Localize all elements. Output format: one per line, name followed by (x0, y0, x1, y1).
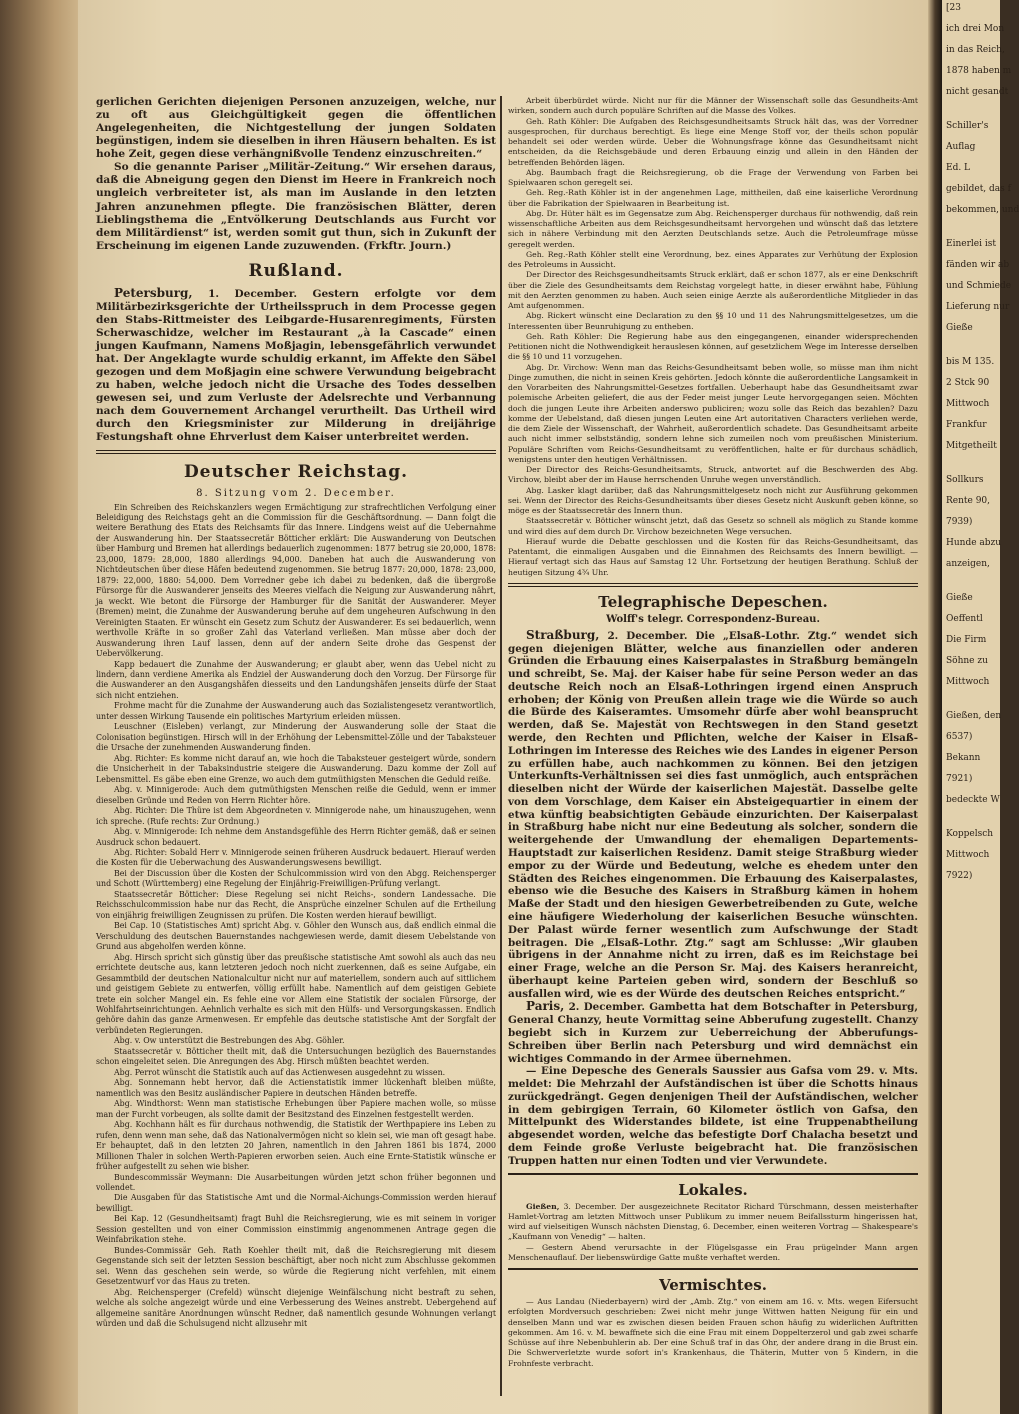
reichstag-paragraph: Abg. Perrot wünscht die Statistik auch auf das Actienwesen ausgedehnt zu wissen. (114, 1067, 446, 1077)
next-page-line: Auflag (946, 142, 976, 152)
next-page-line: 7922) (946, 871, 973, 881)
reichstag-paragraph: Abg. v. Minnigerode: Auch dem gutmüthigsten Menschen reiße die Geduld, wenn er immer dieselben Gründe und Reden von Herrn Richter höre. (96, 785, 496, 805)
right-column (508, 96, 918, 1369)
gafsa-article: — Eine Depesche des Generals Saussier aus Gafsa vom 29. v. Mts. meldet: Die Mehrzahl der Aufständischen ist über die Schotts hinaus zurückgedrängt. Gegen denjenigen Theil der Aufständischen, welcher in dem gebirgigen Terrain, 60 Kilometer östlich von Gafsa, den Mittelpunkt des Widerstandes bildete, ist eine Truppenabtheilung abgesendet worden, welche das befestigte Dorf Chalacha besetzt und dem Feinde große Verluste beigebracht hat. Die französischen Truppen hatten nur einen Todten und vier Verwundete. (508, 1065, 918, 1167)
reichstag-paragraph: Kapp bedauert die Zunahme der Auswanderung; er glaubt aber, wenn das Uebel nicht zu lindern, dann verdiene Amerika als Endziel der Auswanderung doch den Vorzug. Der Fürsorge für die Auswanderer an den Ausgangshäfen diesseits und den Landungshäfen jenseits dürfe der Staat sich nicht entziehen. (96, 659, 496, 700)
next-page-line: Gießen, den (946, 711, 1002, 721)
separator (508, 1173, 918, 1175)
place-petersburg: Petersburg, (114, 285, 193, 300)
next-page-line: fänden wir ab (946, 260, 1010, 270)
next-page-line: Mittwoch (946, 399, 990, 409)
reichstag-paragraph: Abg. Hirsch spricht sich günstig über das preußische statistische Amt sowohl als auch das neu errichtete deutsche aus, kann letzteren jedoch noch nicht zuerkennen, daß es seine Aufgabe, ein Gesammtbild der deutschen Nationalcultur nicht nur auf materiellem, sondern auch auf sittlichem und geistigem Gebiete zu entwerfen, völlig erfüllt habe. Namentlich auf dem geistigen Gebiete trete ein solcher Mangel ein. Es fehle eine vor Allem eine Statistik der socialen Fürsorge, der Wohlfahrtseinrichtungen. Aehnlich verhalte es sich mit den Hülfs- und Versorgungskassen. Endlich gehöre dahin das ganze Armenwesen. Er empfehle das deutsche statistische Amt der Sorgfalt der verbündeten Regierungen. (96, 952, 496, 1035)
reichstag-heading: Deutscher Reichstag. (183, 461, 409, 482)
reichstag-paragraph: Abg. Rickert wünscht eine Declaration zu den §§ 10 und 11 des Nahrungsmittelgesetzes, um die Interessenten über Beunruhigung zu entheben. (508, 311, 918, 331)
next-page-line: Bekann (946, 753, 981, 763)
reichstag-paragraph: Leuschner (Eisleben) verlangt, zur Minderung der Auswanderung solle der Staat die Colonisation begünstigen. Hirsch will in der Erhöhung der Lebensmittel-Zölle und der Tabaksteuer die Ursache der zunehmenden Auswanderung finden. (96, 722, 496, 753)
next-page-line: in das Reich, (946, 45, 1005, 55)
reichstag-paragraph: Abg. Richter: Es komme nicht darauf an, wie hoch die Tabaksteuer gesteigert würde, sondern die Unsicherheit in der Tabaksindustrie steigere die Auswanderung. Dazu komme der Zoll auf Lebensmittel. Es gäbe eben eine Grenze, wo auch dem gutmüthigsten Menschen die Geduld reiße. (96, 753, 496, 784)
next-page-line: Gieße (946, 593, 973, 603)
reichstag-paragraph: Staatssecretär v. Bötticher theilt mit, daß die Untersuchungen bezüglich des Bauernstandes schon eingeleitet seien. Die Anregungen des Abg. Hirsch müßten beachtet werden. (96, 1046, 496, 1067)
intro-paragraph: gerlichen Gerichten diejenigen Personen anzuzeigen, welche, nur zu oft aus Gleichgültigkeit gegen die öffentlichen Angelegenheiten, die Nichtgestellung der jungen Soldaten begünstigen, indem sie dieselben in ihren Häusern behalten. Es ist hohe Zeit, gegen diese verhängnißvolle Tendenz einzuschreiten.“ (96, 96, 496, 161)
column-divider (500, 96, 502, 1396)
reichstag-paragraph: Abg. Sonnemann hebt hervor, daß die Actienstatistik immer lückenhaft bleiben müßte, namentlich was den Besitz ausländischer Papiere in deutschen Händen betreffe. (96, 1078, 496, 1098)
next-page-line: 1878 haben m (946, 66, 1012, 76)
strassburg-article (508, 629, 918, 1001)
next-page-line: Die Firm (946, 635, 987, 645)
reichstag-paragraph: Geh. Rath Köhler: Die Aufgaben des Reichsgesundheitsamts Struck hält das, was der Vorredner ausgesprochen, für durchaus berechtigt. Es liege eine Menge Stoff vor, der theils schon populär behandelt sei oder werden würde. Ueber die Wohnungsfrage könne das Gesundheitsamt nicht entscheiden, da die Reichsgebäude und deren Erbauung einzig und allein in den Händen der betreffenden Behörden lägen. (508, 116, 918, 167)
reichstag-paragraph: Abg. Richter: Sobald Herr v. Minnigerode seinen früheren Ausdruck bedauert. Hierauf werden die Kosten für die Ueberwachung des Auswanderungswesens bewilligt. (96, 847, 496, 868)
giessen-article-2: — Gestern Abend verursachte in der Flügelsgasse ein Frau prügelnder Mann argen Menschenauflauf. Der liebenswürdige Gatte mußte verhaftet werden. (508, 1242, 918, 1262)
next-page-fragment (942, 0, 1019, 1414)
reichstag-paragraph: Hierauf wurde die Debatte geschlossen und die Kosten für das Reichs-Gesundheitsamt, das Patentamt, die einmaligen Ausgaben und die Einnahmen des Reichsamts des Innern bewilligt. — Hierauf vertagt sich das Haus auf Samstag 12 Uhr. Fortsetzung der heutigen Berathung. Schluß der heutigen Sitzung 4¾ Uhr. (508, 536, 918, 577)
reichstag-paragraph: Der Director des Reichs-Gesundheitsamts, Struck, antwortet auf die Beschwerden des Abg. Virchow, bleibt aber der im Hause herrschenden Unruhe wegen unverständlich. (508, 465, 918, 485)
reichstag-paragraph: Der Director des Reichsgesundheitsamts Struck erklärt, daß er schon 1877, als er eine Denkschrift über die Ziele des Gesundheitsamts dem Reichstag vorgelegt hatte, in dieser erwähnt habe, Fühlung mit den Aerzten genommen zu haben. Auch seien einige Aerzte als außerordentliche Mitglieder in das Amt aufgenommen. (508, 270, 918, 310)
reichstag-paragraph: Abg. Dr. Hüter hält es im Gegensatze zum Abg. Reichensperger durchaus für nothwendig, daß rein wissenschaftliche Arbeiten aus dem Reichsgesundheitsamt hervorgehen und wünscht daß das letztere sich in nähere Verbindung mit den Aerzten Deutschlands setze. Auch die Petroleumfrage müsse geregelt werden. (508, 208, 918, 249)
paris-article (508, 1000, 918, 1065)
reichstag-paragraph: Abg. Baumbach fragt die Reichsregierung, ob die Frage der Verwendung von Farben bei Spielwaaren schon geregelt sei. (508, 167, 918, 187)
next-page-line: Mitgetheilt (946, 441, 997, 451)
next-page-line: Frankfur (946, 420, 987, 430)
next-page-line: Lieferung nur (946, 302, 1010, 312)
vermischtes-article: — Aus Landau (Niederbayern) wird der „Amb. Ztg.“ von einem am 16. v. Mts. wegen Eifersucht erfolgten Mordversuch geschrieben: Zwei nicht mehr junge Wittwen hatten Neigung für ein und denselben Mann und war es zwischen diesen beiden Frauen schon häufig zu widerlichen Auftritten gekommen. Am 16. v. M. bewaffnete sich die eine Frau mit einem Doppelterzerol und gab zwei scharfe Schüsse auf ihre Nebenbuhlerin ab. Der eine Schuß traf in das Ohr, der andere drang in die Brust ein. Die Schwerverletzte wurde sofort in's Krankenhaus, die Thäterin, Mutter von 5 Kindern, in die Frohnfeste verbracht. (508, 1297, 918, 1368)
giessen-article (508, 1202, 918, 1243)
book-edge (0, 0, 78, 1414)
next-page-line: 7939) (946, 517, 973, 527)
place-giessen: Gießen, (526, 1201, 560, 1211)
separator (96, 450, 496, 454)
telegraph-heading: Telegraphische Depeschen. (598, 592, 828, 611)
reichstag-subheading: 8. Sitzung vom 2. December. (196, 487, 396, 499)
lokales-heading: Lokales. (678, 1180, 748, 1199)
reichstag-paragraph: Bei der Discussion über die Kosten der Schulcommission wird von den Abgg. Reichensperger und Schott (Württemberg) eine Regelung der Einjährig-Freiwilligen-Prüfung verlangt. (96, 868, 496, 889)
reichstag-paragraph: Abg. Dr. Virchow: Wenn man das Reichs-Gesundheitsamt beben wolle, so müsse man ihm nicht Dinge zumuthen, die nicht in seinen Kreis gehörten. Jedoch könnte die außerordentliche Langsamkeit in den Vorarbeiten des Nahrungsmittel-Gesetzes fortfallen. Ueberhaupt habe das Gesundheitsamt zwar polemische Arbeiten geliefert, die aus der Feder meist junger Leute hervorgegangen seien. Möchten doch die jungen Leute ihre Arbeiten anderswo publiciren; wozu solle das Reich das bezahlen? Dazu komme der Uebelstand, daß diesen jungen Leuten eine Art autoritativen Characters verliehen werde, die dem Ziele der Wissenschaft, der Wahrheit, außerordentlich schadete. Das Gesundheitsamt arbeite auch nicht immer selbstständig, sondern lehne sich zumeilen noch vom preußischen Ministerium. Populäre Schriften vom Reichs-Gesundheitsamt zu veröffentlichen, halte er für durchaus schädlich, wenigstens unter den heutigen Verhältnissen. (508, 362, 918, 464)
next-page-line: ich drei Mon (946, 24, 1005, 34)
next-page-line: Gieße (946, 323, 973, 333)
reichstag-paragraph: Ein Schreiben des Reichskanzlers wegen Ermächtigung zur strafrechtlichen Verfolgung einer Beleidigung des Reichstags geht an die Commission für die Geschäftsordnung. — Dann folgt die weitere Berathung des Etats des Reichsamts für das Innere. Lindgens weist auf die Uebernahme der Auswanderung hin. Der Staatssecretär Bötticher erklärt: Die Auswanderung von Deutschen über Hamburg und Bremen hat allerdings bedauerlich zugenommen: 1877 betrug sie 20,000, 1878: 23,000, 1879: 28,000, 1880 allerdings 94,000. Daneben hat auch die Auswanderung von Nichtdeutschen über diese Häfen bedeutend zugenommen. Sie betrug 1877: 20,000, 1878: 23,000, 1879: 22,000, 1880: 54,000. Dem Vorredner gebe ich dabei zu bedenken, daß die übergroße Fürsorge für die Auswanderer jenseits des Meeres vielfach die Neigung zur Auswanderung nährt, ja weckt. Wie betont die Fürsorge der Hamburger für die Sanität der Auswanderer. Meyer (Bremen) meint, die Zunahme der Auswanderung beruhe auf dem ungeheuren Aufschwung in den Vereinigten Staaten. Er wünscht ein Gesetz zum Schutz der Auswanderer. Es sei bedauerlich, wenn werthvolle Kräfte in so großer Zahl das Vaterland verließen. Man müsse aber doch der Auswanderung ihren Lauf lassen, denn auf der andern Seite drohe das Gespenst der Uebervölkerung. (96, 502, 496, 659)
left-column (96, 96, 496, 1330)
place-paris: Paris, (526, 999, 565, 1014)
reichstag-paragraph: Abg. Kochhann hält es für durchaus nothwendig, die Statistik der Werthpapiere ins Leben zu rufen, denn wenn man sehe, daß das Nationalvermögen nicht so klein sei, wie man oft gesagt habe. Er behauptet, daß in den letzten 20 Jahren, namentlich in den Jahren 1861 bis 1874, 2000 Millionen Thaler in solchen Werth-Papieren erworben seien. Auch eine Ernte-Statistik wünsche er früher aufgestellt zu sehen wie bisher. (96, 1120, 496, 1172)
next-page-line: anzeigen, (946, 559, 990, 569)
reichstag-paragraph: Die Ausgaben für das Statistische Amt und die Normal-Aichungs-Commission werden hierauf bewilligt. (96, 1193, 496, 1213)
reichstag-paragraph: Geh. Reg.-Rath Köhler stellt eine Verordnung, bez. eines Apparates zur Verhütung der Explosion des Petroleums in Aussicht. (508, 249, 918, 269)
next-page-line: bis M 135. (946, 357, 995, 367)
reichstag-paragraph: Geh. Rath Köhler: Die Regierung habe aus den eingegangenen, einander widersprechenden Petitionen nicht die Nothwendigkeit herauslesen können, auf gesetzlichem Wege im Interesse derselben die §§ 10 und 11 vorzugehen. (508, 331, 918, 362)
reichstag-paragraph: Abg. Lasker klagt darüber, daß das Nahrungsmittelgesetz noch nicht zur Ausführung gekommen sei. Wenn der Director des Reichs-Gesundheitsamts über dieses Gesetz nicht Auskunft geben könne, so möge es der Staatssecretär des Innern thun. (508, 485, 918, 515)
reichstag-report (96, 503, 496, 1330)
telegraph-subheading: Wolff's telegr. Correspondenz-Bureau. (606, 613, 820, 625)
reichstag-paragraph: Staatssecretär Bötticher: Diese Regelung sei nicht Reichs-, sondern Landessache. Die Reichsschulcommission habe nur das Recht, die Ansprüche einzelner Schulen auf die Ertheilung von einjährig freiwilligen Zeugnissen zu prüfen. Die Kosten werden hierauf bewilligt. (96, 889, 496, 920)
reichstag-paragraph: Staatssecretär v. Bötticher wünscht jetzt, daß das Gesetz so schnell als möglich zu Stande komme und wird dies auf dem durch Dr. Virchow bezeichneten Wege versuchen. (508, 516, 918, 536)
giessen-text: 3. December. Der ausgezeichnete Recitator Richard Türschmann, dessen meisterhafter Hamlet-Vortrag am letzten Mittwoch unser Publikum zu immer neuem Beifallssturm hingerissen hat, wird auf vielseitigen Wunsch nächsten Dienstag, 6. December, einen weiteren Vortrag — Shakespeare's „Kaufmann von Venedig“ — halten. (508, 1201, 918, 1242)
separator (508, 583, 918, 587)
next-page-line: Schiller's (946, 121, 989, 131)
next-page-line: 2 Stck 90 (946, 378, 990, 388)
reichstag-paragraph: Abg. Reichensperger (Crefeld) wünscht diejenige Weinfälschung nicht bestraft zu sehen, welche als solche angezeigt würde und eine Verbesserung des Weines anstrebt. Uebergehend auf allgemeine sanitäre Anordnungen wünscht Redner, daß namentlich gesunde Wohnungen verlangt würden und daß die Schulsugend nicht allzusehr mit (96, 1287, 496, 1329)
next-page-line: Rente 90, (946, 496, 991, 506)
next-page-line: Hunde abzu (946, 538, 1002, 548)
next-page-line: Mittwoch (946, 850, 990, 860)
next-page-line: 7921) (946, 774, 973, 784)
next-page-line: Ed. L (946, 163, 971, 173)
separator (508, 1268, 918, 1270)
intro-paragraph-2: So die genannte Pariser „Militär-Zeitung.“ Wir ersehen daraus, daß die Abneigung gegen den Dienst im Heere in Frankreich noch ungleich verbreiteter ist, als man im Auslande in den letzten Jahren anzunehmen pflegte. Die französischen Blätter, deren Lieblingsthema die „Entvölkerung Deutschlands aus Furcht vor dem Militärdienst“ ist, werden somit gut thun, sich in Zukunft der Erscheinung im eigenen Lande zuzuwenden. (Frkftr. Journ.) (96, 161, 496, 252)
next-page-line: bedeckte W (946, 795, 1000, 805)
next-page-line: nicht gesandt (946, 87, 1009, 97)
russland-heading: Rußland. (248, 260, 344, 281)
next-page-line: gebildet, das f (946, 184, 1011, 194)
reichstag-paragraph: Geh. Reg.-Rath Köhler ist in der angenehmen Lage, mittheilen, daß eine kaiserliche Verordnung über die Fabrikation der Spielwaaren in Bearbeitung ist. (508, 188, 918, 208)
next-page-line: Koppelsch (946, 829, 994, 839)
next-page-line: Sollkurs (946, 475, 984, 485)
vermischtes-heading: Vermischtes. (659, 1276, 767, 1295)
strassburg-text: 2. December. Die „Elsaß-Lothr. Ztg.“ wendet sich gegen diejenigen Blätter, welche aus finanziellen oder anderen Gründen die Erbauung eines Kaiserpalastes in Straßburg bemängeln und schreibt, Se. Maj. der Kaiser habe für seine Person weder an das deutsche Reich noch an Elsaß-Lothringen irgend einen Anspruch erhoben; der König von Preußen allein trage wie die Würde so auch die Bürde des Kaiseramtes. Umsomehr dürfe aber wohl beansprucht werden, daß Se. Majestät von Rechtswegen in den Stand gesetzt werde, den Rechten und Pflichten, welche der Kaiser in Elsaß-Lothringen im Interesse des Reiches wie des Landes in eigener Person zu erfüllen habe, auch nachkommen zu können. Bei den jetzigen Unterkunfts-Verhältnissen sei dies fast unmöglich, auch entsprächen dieselben nicht der Würde der kaiserlichen Majestät. Dasselbe gelte von dem Vorschlage, dem Kaiser ein Absteigequartier in einem der etwa künftig beabsichtigten Gebäude einzurichten. Der Kaiserpalast in Straßburg habe nicht nur eine Bedeutung als solcher, sondern die weitergehende der Umwandlung der ehemaligen Departements-Hauptstadt zur kaiserlichen Residenz. Damit steige Straßburg wieder empor zu der Würde und Bedeutung, welche es ehedem unter den Städten des Reiches eingenommen. Die Erbauung des Kaiserpalastes, ebenso wie die Besuche des Kaisers in Straßburg kämen in hohem Maße der Stadt und den hiesigen Gewerbetreibenden zu Gute, welche eine häufigere Wiederholung der kaiserlichen Besuche wünschten. Der Palast würde ferner wesentlich zum Aufschwunge der Stadt beitragen. Die „Elsaß-Lothr. Ztg.“ sagt am Schlusse: „Wir glauben übrigens in der Annahme nicht zu irren, daß es im Reichstage bei einer Frage, welche an die Person Sr. Maj. des Kaisers heranreicht, überhaupt keine Parteien geben wird, sondern der Beschluß so ausfallen wird, wie es der Würde des deutschen Reiches entspricht.“ (508, 629, 918, 1000)
book-gutter (928, 0, 942, 1414)
next-page-line: 6537) (946, 732, 973, 742)
reichstag-paragraph: Bundescommissär Weymann: Die Ausarbeitungen würden jetzt schon früher begonnen und vollendet. (96, 1172, 496, 1192)
petersburg-text: 1. December. Gestern erfolgte vor dem Militärbezirksgerichte der Urtheilsspruch in dem Processe gegen den Stabs-Rittmeister des Leibgarde-Husarenregiments, Fürsten Scherwaschidze, welcher im Restaurant „à la Cascade“ einen jungen Kaufmann, Namens Moßjagin, lebensgefährlich verwundet hat. Der Angeklagte wurde schuldig erkannt, im Affekte den Säbel gezogen und dem Moßjagin eine schwere Verwundung beigebracht zu haben, welche jedoch nicht die Ursache des Todes desselben gewesen sei, und zum Verluste der Adelsrechte und Verbannung nach dem Gouvernement Archangel verurtheilt. Das Urtheil wird durch den Kriegsminister zur Milderung in dreijährige Festungshaft ohne Ehrverlust dem Kaiser unterbreitet werden. (96, 287, 497, 444)
paris-text: 2. December. Gambetta hat dem Botschafter in Petersburg, General Chanzy, heute Vormittag seine Abberufung zugestellt. Chanzy begiebt sich in Kurzem zur Ueberreichung der Abberufungs-Schreiben über Berlin nach Petersburg und wird demnächst ein wichtiges Commando in der Armee übernehmen. (508, 1001, 918, 1065)
reichstag-paragraph: Frohme macht für die Zunahme der Auswanderung auch das Sozialistengesetz verantwortlich, unter dessen Wirkung Tausende ein politisches Martyrium erleiden müssen. (96, 701, 496, 721)
next-page-line: bekommen, und (946, 205, 1019, 215)
next-page-line: Einerlei ist (946, 239, 996, 249)
reichstag-paragraph: Abg. v. Minnigerode: Ich nehme dem Anstandsgefühle des Herrn Richter gemäß, daß er seinen Ausdruck schon bedauert. (96, 827, 496, 847)
next-page-line: Söhne zu (946, 656, 988, 666)
next-page-line: Oeffentl (946, 614, 983, 624)
reichstag-paragraph: Bei Kap. 12 (Gesundheitsamt) fragt Buhl die Reichsregierung, wie es mit seinem in voriger Session gestellten und von einer Commission einstimmig angenommenen Antrage gegen die Weinfabrikation stehe. (96, 1214, 496, 1245)
reichstag-paragraph: Abg. Windthorst: Wenn man statistische Erhebungen über Papiere machen wolle, so müsse man der Furcht vorbeugen, als sollte damit der Besitzstand des Einzelnen festgestellt werden. (96, 1099, 496, 1119)
reichstag-paragraph: Arbeit überbürdet würde. Nicht nur für die Männer der Wissenschaft solle das Gesundheits-Amt wirken, sondern auch durch populäre Schriften auf die Masse des Volkes. (508, 96, 918, 116)
place-strassburg: Straßburg, (526, 627, 600, 642)
next-page-line: Mittwoch (946, 677, 990, 687)
next-page-line: und Schmiede (946, 281, 1012, 291)
reichstag-paragraph: Abg. v. Ow unterstützt die Bestrebungen des Abg. Göhler. (114, 1036, 345, 1046)
petersburg-article (96, 287, 496, 445)
reichstag-paragraph: Bundes-Commissär Geh. Rath Koehler theilt mit, daß die Reichsregierung mit diesem Gegenstande sich seit der letzten Session beschäftigt, aber noch nicht zum Abschlusse gekommen sei. Wenn das geschehen sein werde, so würde die Regierung nicht verfehlen, mit einem Gesetzentwurf vor das Haus zu treten. (96, 1245, 496, 1287)
reichstag-paragraph: Abg. Richter: Die Thüre ist dem Abgeordneten v. Minnigerode nahe, um hinauszugehen, wenn ich spreche. (Rufe rechts: Zur Ordnung.) (96, 806, 496, 826)
reichstag-paragraph: Bei Cap. 10 (Statistisches Amt) spricht Abg. v. Göhler den Wunsch aus, daß endlich einmal die Verschuldung des deutschen Bauernstandes nachgewiesen werde, damit diesem Uebelstande von Grund aus abgeholfen werden könne. (96, 921, 496, 952)
next-page-line: [23 (946, 3, 961, 13)
reichstag-report-continued (508, 96, 918, 578)
